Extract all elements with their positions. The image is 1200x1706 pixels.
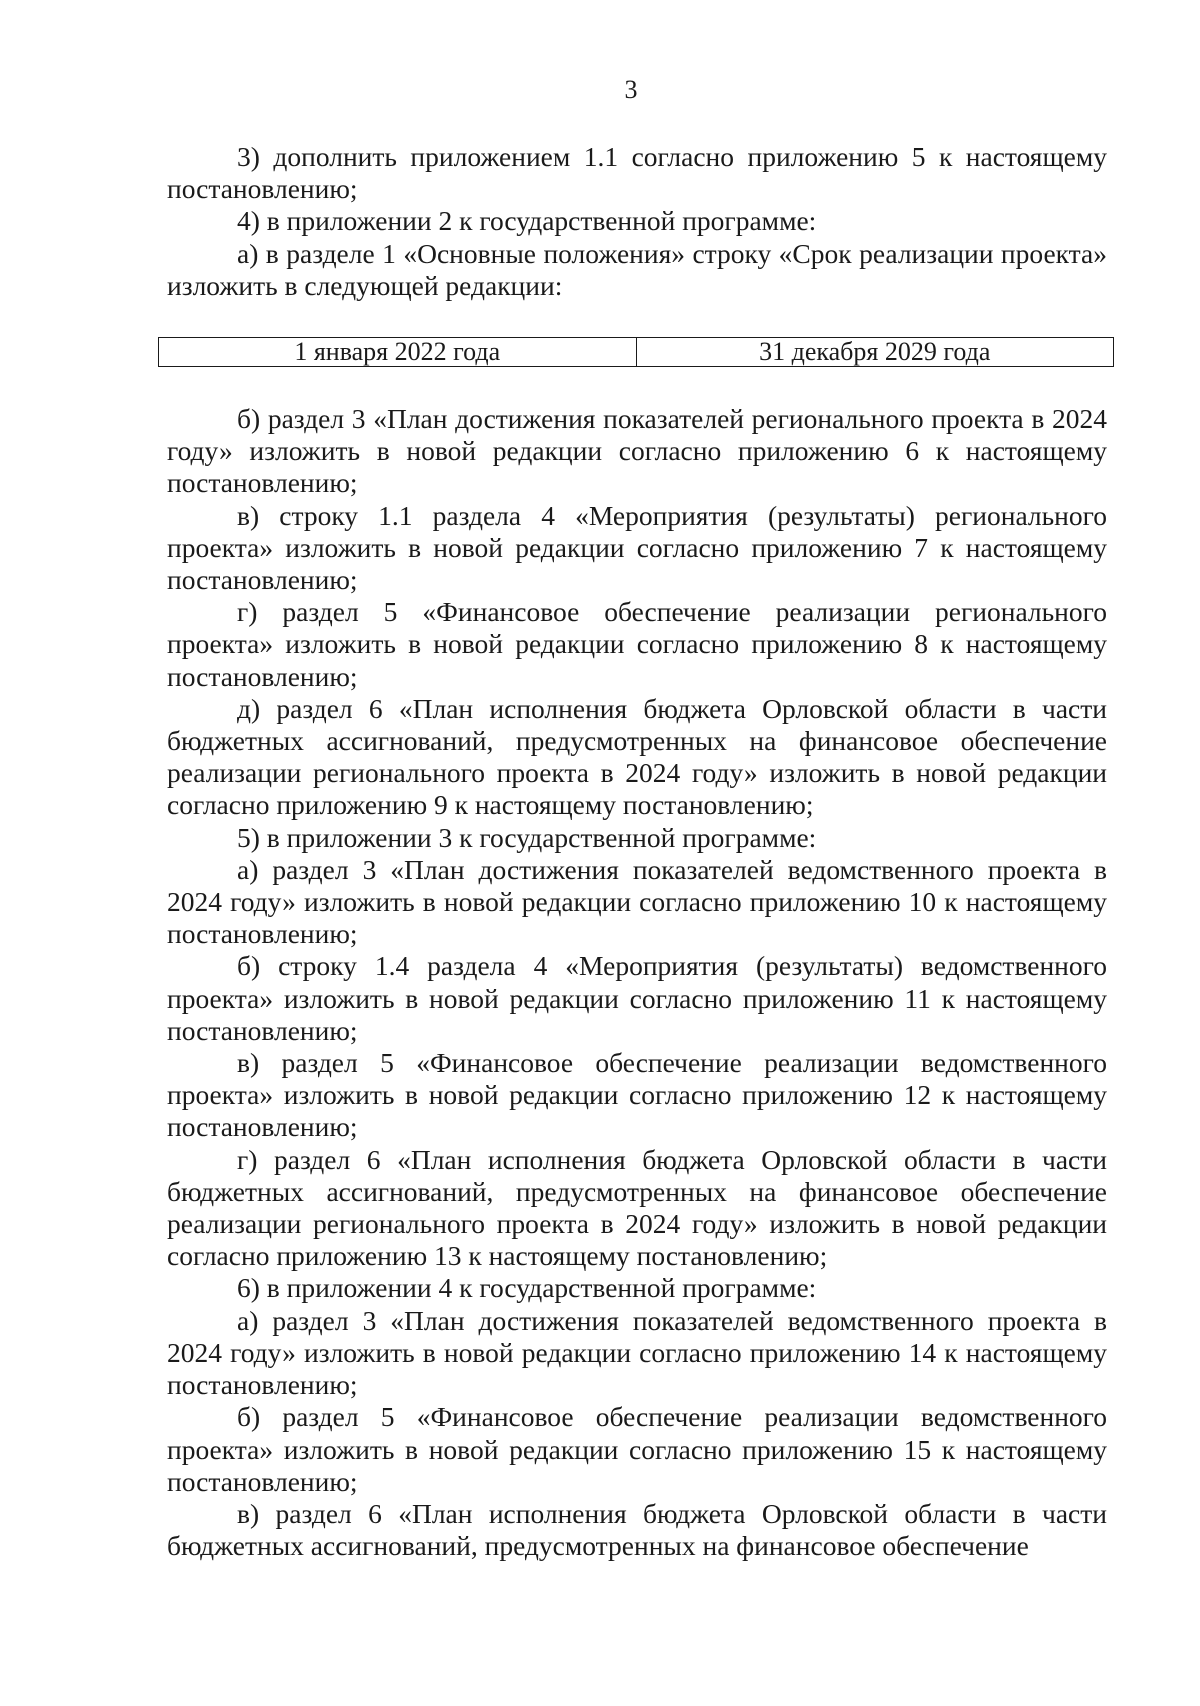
paragraph: б) строку 1.4 раздела 4 «Мероприятия (результаты) ведомственного проекта» изложить в новой редакции согласно приложению 11 к настоящему постановлению; — [167, 950, 1107, 1046]
paragraph: д) раздел 6 «План исполнения бюджета Орловской области в части бюджетных ассигнований, предусмотренных на финансовое обеспечение реализации регионального проекта в 2024 году» изложить в новой редакции согласно приложению 9 к настоящему постановлению; — [167, 692, 1107, 821]
amendments-list — [167, 403, 1107, 1562]
paragraph: в) раздел 5 «Финансовое обеспечение реализации ведомственного проекта» изложить в новой редакции согласно приложению 12 к настоящему постановлению; — [167, 1047, 1107, 1143]
paragraph: б) раздел 3 «План достижения показателей регионального проекта в 2024 году» изложить в новой редакции согласно приложению 6 к настоящему постановлению; — [167, 403, 1107, 499]
paragraph: г) раздел 6 «План исполнения бюджета Орловской области в части бюджетных ассигнований, предусмотренных на финансовое обеспечение реализации регионального проекта в 2024 году» изложить в новой редакции согласно приложению 13 к настоящему постановлению; — [167, 1143, 1107, 1272]
paragraph: 6) в приложении 4 к государственной программе: — [237, 1272, 817, 1304]
amendments-intro — [167, 141, 1107, 302]
paragraph: 3) дополнить приложением 1.1 согласно приложению 5 к настоящему постановлению; — [167, 141, 1107, 205]
table-row — [159, 338, 1114, 367]
paragraph: г) раздел 5 «Финансовое обеспечение реализации регионального проекта» изложить в новой редакции согласно приложению 8 к настоящему постановлению; — [167, 596, 1107, 692]
paragraph: а) раздел 3 «План достижения показателей ведомственного проекта в 2024 году» изложить в новой редакции согласно приложению 14 к настоящему постановлению; — [167, 1304, 1107, 1401]
paragraph: 4) в приложении 2 к государственной программе: — [237, 205, 817, 237]
paragraph: в) строку 1.1 раздела 4 «Мероприятия (результаты) регионального проекта» изложить в новой редакции согласно приложению 7 к настоящему постановлению; — [167, 499, 1107, 596]
paragraph: 5) в приложении 3 к государственной программе: — [237, 821, 817, 853]
page-number: 3 — [624, 75, 638, 104]
paragraph: б) раздел 5 «Финансовое обеспечение реализации ведомственного проекта» изложить в новой редакции согласно приложению 15 к настоящему постановлению; — [167, 1401, 1107, 1497]
paragraph: а) раздел 3 «План достижения показателей ведомственного проекта в 2024 году» изложить в новой редакции согласно приложению 10 к настоящему постановлению; — [167, 853, 1107, 950]
paragraph: в) раздел 6 «План исполнения бюджета Орловской области в части бюджетных ассигнований, предусмотренных на финансовое обеспечение — [167, 1497, 1107, 1562]
project-term-table — [158, 337, 1114, 367]
paragraph: а) в разделе 1 «Основные положения» строку «Срок реализации проекта» изложить в следующей редакции: — [167, 237, 1107, 301]
term-end-cell: 31 декабря 2029 года — [636, 338, 1114, 367]
term-start-cell: 1 января 2022 года — [159, 338, 637, 367]
